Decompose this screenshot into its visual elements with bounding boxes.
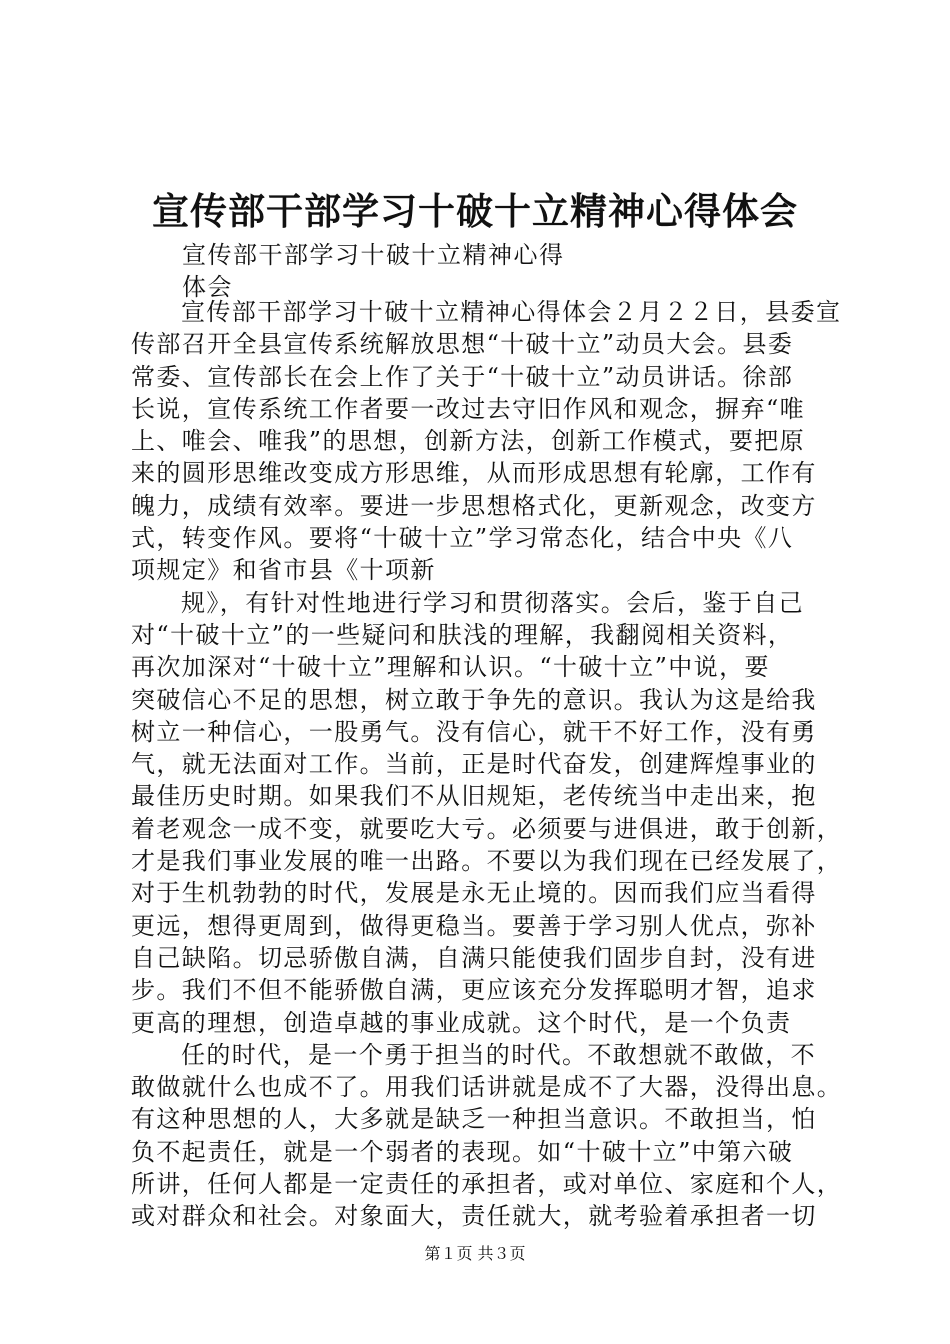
- body-line: 对“十破十立”的一些疑问和肤浅的理解，我翻阅相关资料，: [131, 620, 794, 649]
- document-body: [131, 296, 843, 1233]
- body-line: 再次加深对“十破十立”理解和认识。“十破十立”中说，要: [131, 653, 770, 682]
- body-line: 步。我们不但不能骄傲自满，更应该充分发挥聪明才智，追求: [131, 976, 817, 1005]
- body-line: 气，就无法面对工作。当前，正是时代奋发，创建辉煌事业的: [131, 750, 817, 779]
- subtitle-line: 宣传部干部学习十破十立精神心得: [182, 241, 565, 269]
- body-line: 着老观念一成不变，就要吃大亏。必须要与进俱进，敢于创新，: [131, 814, 843, 843]
- body-line: 规》，有针对性地进行学习和贯彻落实。会后，鉴于自己: [181, 588, 804, 617]
- body-line: 魄力，成绩有效率。要进一步思想格式化，更新观念，改变方: [131, 491, 817, 520]
- body-line: 负不起责任，就是一个弱者的表现。如“十破十立”中第六破: [131, 1137, 794, 1166]
- body-line: 更高的理想，创造卓越的事业成就。这个时代，是一个负责: [131, 1008, 792, 1037]
- body-line: 宣传部干部学习十破十立精神心得体会２月２２日，县委宣: [181, 298, 842, 326]
- body-line: 自己缺陷。切忌骄傲自满，自满只能使我们固步自封，没有进: [131, 943, 817, 972]
- body-line: 才是我们事业发展的唯一出路。不要以为我们现在已经发展了，: [131, 847, 843, 876]
- body-line: 最佳历史时期。如果我们不从旧规矩，老传统当中走出来，抱: [131, 782, 817, 811]
- body-line: 上、唯会、唯我”的思想，创新方法，创新工作模式，要把原: [131, 427, 806, 456]
- body-line: 敢做就什么也成不了。用我们话讲就是成不了大器，没得出息。: [131, 1073, 843, 1102]
- page-footer: 第１页 共３页: [424, 1244, 526, 1263]
- body-line: 突破信心不足的思想，树立敢于争先的意识。我认为这是给我: [131, 685, 817, 714]
- body-line: 所讲，任何人都是一定责任的承担者，或对单位、家庭和个人，: [131, 1170, 843, 1199]
- body-line: 来的圆形思维改变成方形思维，从而形成思想有轮廓，工作有: [131, 459, 817, 488]
- subtitle-line: 体会: [182, 273, 233, 301]
- body-line: 有这种思想的人，大多就是缺乏一种担当意识。不敢担当，怕: [131, 1105, 817, 1134]
- body-line: 长说，宣传系统工作者要一改过去守旧作风和观念，摒弃“唯: [131, 394, 806, 423]
- body-line: 对于生机勃勃的时代，发展是永无止境的。因而我们应当看得: [131, 879, 817, 908]
- body-line: 任的时代，是一个勇于担当的时代。不敢想就不敢做，不: [181, 1040, 816, 1069]
- body-line: 常委、宣传部长在会上作了关于“十破十立”动员讲话。徐部: [131, 362, 794, 391]
- body-line: 更远，想得更周到，做得更稳当。要善于学习别人优点，弥补: [131, 911, 817, 940]
- body-line: 传部召开全县宣传系统解放思想“十破十立”动员大会。县委: [131, 330, 794, 359]
- body-line: 树立一种信心，一股勇气。没有信心，就干不好工作，没有勇: [131, 717, 817, 746]
- document-title: 宣传部干部学习十破十立精神心得体会: [152, 189, 798, 233]
- body-line: 式，转变作风。要将“十破十立”学习常态化，结合中央《八: [131, 524, 794, 553]
- body-line: 或对群众和社会。对象面大，责任就大，就考验着承担者一切: [131, 1202, 817, 1231]
- body-line: 项规定》和省市县《十项新: [131, 556, 436, 585]
- document-subtitle: [182, 239, 565, 303]
